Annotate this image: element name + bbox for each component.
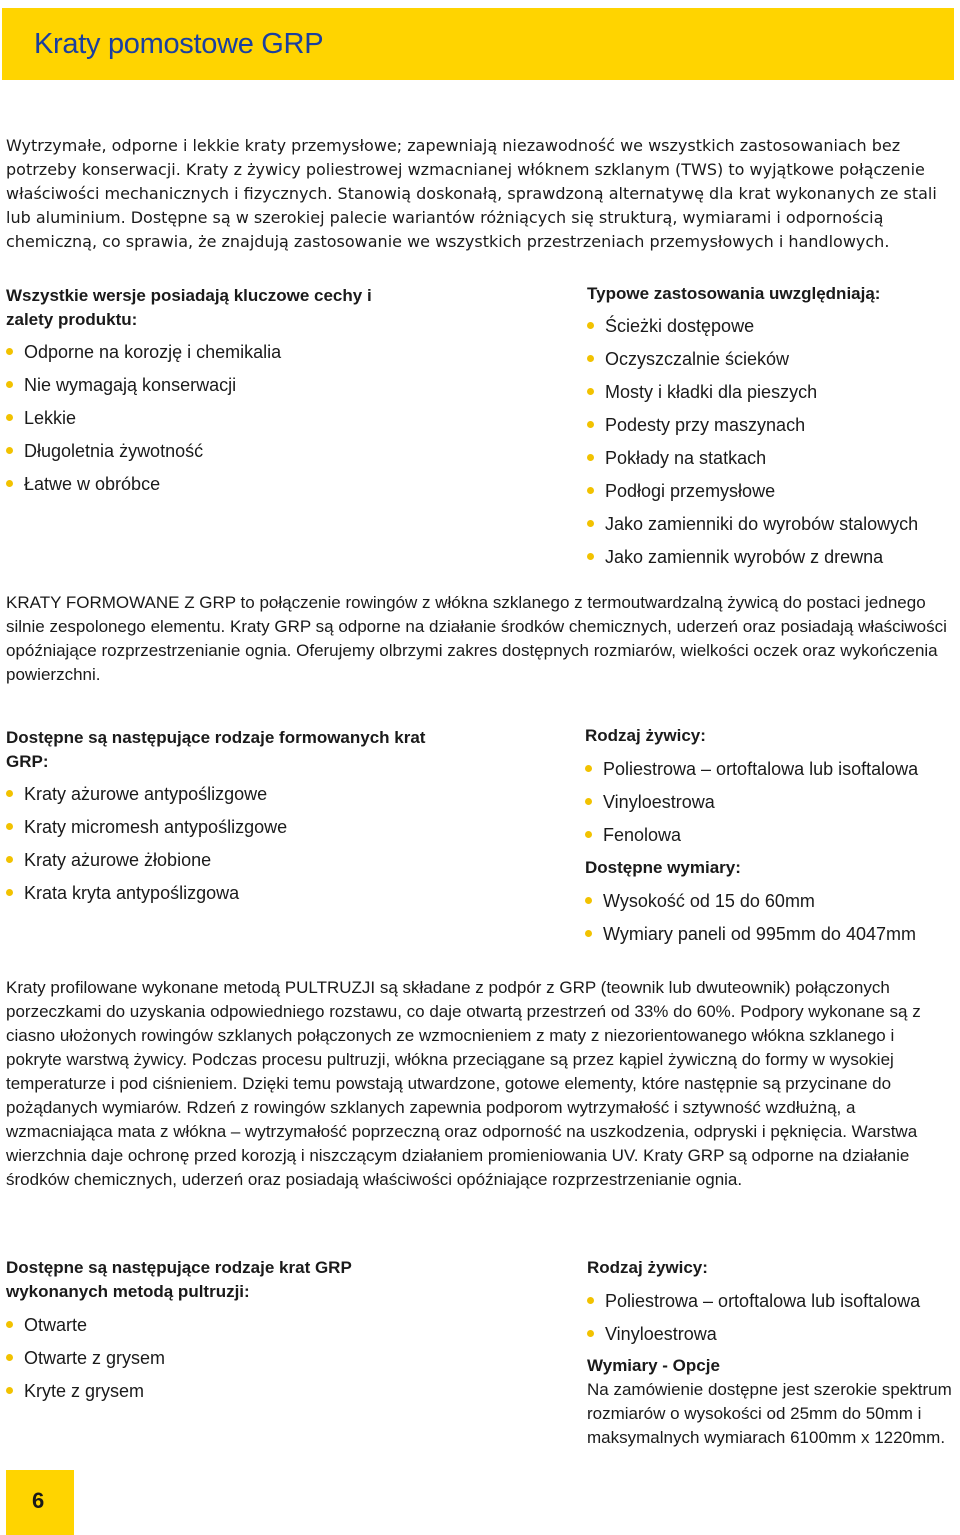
- list-item: Vinyloestrowa: [585, 790, 918, 823]
- bullet-icon: [587, 520, 594, 527]
- list-item: Oczyszczalnie ścieków: [587, 347, 918, 380]
- bullet-icon: [585, 897, 592, 904]
- list-item: Jako zamienniki do wyrobów stalowych: [587, 512, 918, 545]
- list-item: Kraty ażurowe antypoślizgowe: [6, 782, 287, 815]
- bullet-icon: [587, 421, 594, 428]
- bullet-icon: [6, 790, 13, 797]
- bullet-icon: [6, 381, 13, 388]
- bullet-icon: [6, 889, 13, 896]
- pultruded-resin-heading: Rodzaj żywicy:: [587, 1258, 708, 1277]
- applications-heading: Typowe zastosowania uwzględniają:: [587, 284, 881, 303]
- page-number-box: [6, 1470, 74, 1535]
- list-item: Mosty i kładki dla pieszych: [587, 380, 918, 413]
- bullet-icon: [587, 1330, 594, 1337]
- pultruded-types-heading: Dostępne są następujące rodzaje krat GRP wykonanych metodą pultruzji:: [6, 1258, 352, 1301]
- bullet-icon: [587, 1297, 594, 1304]
- pultruded-resin-list: [587, 1289, 920, 1355]
- bullet-icon: [6, 1354, 13, 1361]
- list-item: Kraty micromesh antypoślizgowe: [6, 815, 287, 848]
- list-item: Jako zamiennik wyrobów z drewna: [587, 545, 918, 578]
- page-title: Kraty pomostowe GRP: [34, 28, 324, 60]
- list-item: Otwarte z grysem: [6, 1346, 165, 1379]
- features-heading: Wszystkie wersje posiadają kluczowe cechy i zalety produktu:: [6, 286, 372, 329]
- bullet-icon: [6, 856, 13, 863]
- list-item: Lekkie: [6, 406, 281, 439]
- list-item: Poliestrowa – ortoftalowa lub isoftalowa: [585, 757, 918, 790]
- list-item: Pokłady na statkach: [587, 446, 918, 479]
- bullet-icon: [587, 487, 594, 494]
- bullet-icon: [6, 480, 13, 487]
- list-item: Ścieżki dostępowe: [587, 314, 918, 347]
- list-item: Kraty ażurowe żłobione: [6, 848, 287, 881]
- list-item: Kryte z grysem: [6, 1379, 165, 1412]
- bullet-icon: [585, 930, 592, 937]
- bullet-icon: [6, 1321, 13, 1328]
- bullet-icon: [6, 823, 13, 830]
- moulded-dims-list: [585, 889, 916, 955]
- bullet-icon: [6, 1387, 13, 1394]
- bullet-icon: [6, 447, 13, 454]
- bullet-icon: [585, 831, 592, 838]
- pultruded-dims-heading: Wymiary - Opcje: [587, 1356, 720, 1375]
- intro-paragraph: Wytrzymałe, odporne i lekkie kraty przemysłowe; zapewniają niezawodność we wszystkich zastosowaniach bez potrzeby konserwacji. Kraty z żywicy poliestrowej wzmacnianej włóknem szklanym (TWS) to wyjątkowe połączenie właściwości mechanicznych i fizycznych. Stanowią doskonałą, sprawdzoną alternatywę dla krat wykonanych ze stali lub aluminium. Dostępne są w szerokiej palecie wariantów różniących się strukturą, wymiarami i odpornością chemiczną, co sprawia, że znajdują zastosowanie we wszystkich przestrzeniach przemysłowych i handlowych.: [6, 136, 937, 251]
- list-item: Nie wymagają konserwacji: [6, 373, 281, 406]
- features-list: [6, 340, 281, 505]
- list-item: Podesty przy maszynach: [587, 413, 918, 446]
- applications-list: [587, 314, 918, 578]
- list-item: Długoletnia żywotność: [6, 439, 281, 472]
- bullet-icon: [587, 553, 594, 560]
- list-item: Wysokość od 15 do 60mm: [585, 889, 916, 922]
- list-item: Fenolowa: [585, 823, 918, 856]
- list-item: Wymiary paneli od 995mm do 4047mm: [585, 922, 916, 955]
- list-item: Łatwe w obróbce: [6, 472, 281, 505]
- moulded-dims-heading: Dostępne wymiary:: [585, 858, 741, 877]
- moulded-resin-heading: Rodzaj żywicy:: [585, 726, 706, 745]
- list-item: Vinyloestrowa: [587, 1322, 920, 1355]
- bullet-icon: [6, 348, 13, 355]
- list-item: Podłogi przemysłowe: [587, 479, 918, 512]
- list-item: Krata kryta antypoślizgowa: [6, 881, 287, 914]
- pultruded-paragraph: Kraty profilowane wykonane metodą PULTRUZJI są składane z podpór z GRP (teownik lub dwuteownik) połączonych porzeczkami do uzyskania odpowiedniego rozstawu, co daje otwartą przestrzeń od 33% do 60%. Podpory wykonane są z ciasno ułożonych rowingów szklanych połączonych ze wzmocnieniem z maty z niezorientowanego włókna szklanego i pokryte warstwą żywicy. Podczas procesu pultruzji, włókna przeciągane są przez kąpiel żywiczną do formy w wysokiej temperaturze i pod ciśnieniem. Dzięki temu powstają utwardzone, gotowe elementy, które następnie są przycinane do pożądanych wymiarów. Rdzeń z rowingów szklanych zapewnia podporom wytrzymałość i sztywność wzdłużną, a wzmacniająca mata z włókna – wytrzymałość poprzeczną oraz odporność na uszkodzenia, odpryski i pęknięcia. Warstwa wierzchnia daje ochronę przed korozją i niszczącym działaniem promieniowania UV. Kraty GRP są odporne na działanie środków chemicznych, uderzeń oraz posiadają właściwości opóźniające rozprzestrzenianie ognia.: [6, 978, 921, 1189]
- title-banner: [2, 8, 954, 80]
- list-item: Poliestrowa – ortoftalowa lub isoftalowa: [587, 1289, 920, 1322]
- bullet-icon: [6, 414, 13, 421]
- list-item: Otwarte: [6, 1313, 165, 1346]
- moulded-paragraph: KRATY FORMOWANE Z GRP to połączenie rowingów z włókna szklanego z termoutwardzalną żywicą do postaci jednego silnie zespolonego elementu. Kraty GRP są odporne na działanie środków chemicznych, uderzeń oraz posiadają właściwości opóźniające rozprzestrzenianie ognia. Oferujemy olbrzymi zakres dostępnych rozmiarów, wielkości oczek oraz wykończenia powierzchni.: [6, 593, 947, 684]
- moulded-resin-list: [585, 757, 918, 856]
- pultruded-dims-text: Na zamówienie dostępne jest szerokie spektrum rozmiarów o wysokości od 25mm do 50mm i maksymalnych wymiarach 6100mm x 1220mm.: [587, 1380, 952, 1447]
- bullet-icon: [587, 454, 594, 461]
- list-item: Odporne na korozję i chemikalia: [6, 340, 281, 373]
- bullet-icon: [585, 798, 592, 805]
- moulded-types-heading: Dostępne są następujące rodzaje formowanych krat GRP:: [6, 728, 426, 771]
- moulded-types-list: [6, 782, 287, 914]
- pultruded-types-list: [6, 1313, 165, 1412]
- page-number: 6: [32, 1488, 45, 1513]
- bullet-icon: [587, 322, 594, 329]
- bullet-icon: [587, 355, 594, 362]
- bullet-icon: [585, 765, 592, 772]
- bullet-icon: [587, 388, 594, 395]
